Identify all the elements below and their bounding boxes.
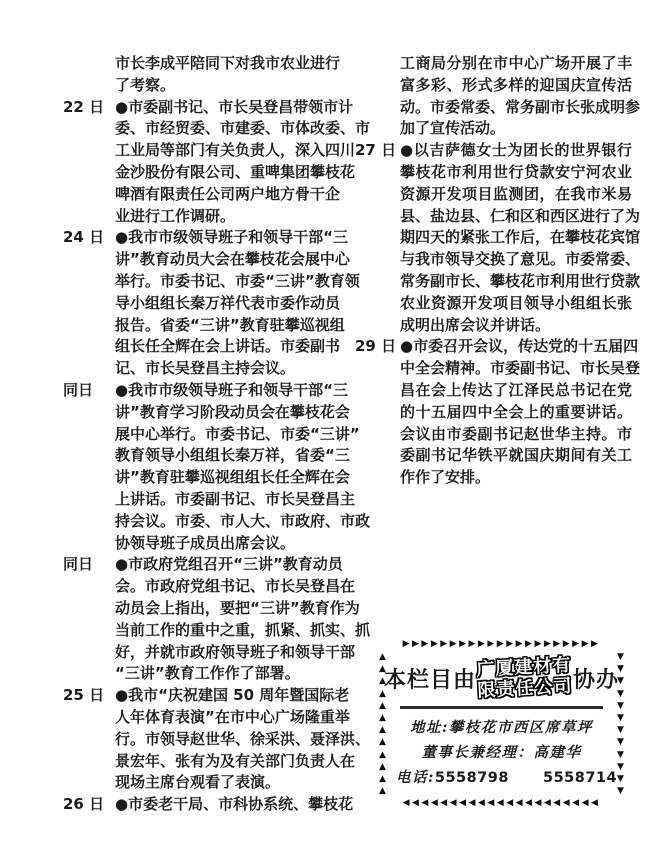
entry-text <box>115 685 371 794</box>
arrow-border-bottom-icon: ◀◀◀◀◀◀◀◀◀◀◀◀◀◀◀◀◀◀◀◀◀ <box>402 798 601 808</box>
text-line: 行。市领导赵世华、徐采洪、聂泽洪、 <box>115 729 371 748</box>
text-line: 记、市长吴登昌主持会议。 <box>115 359 296 378</box>
text-line: 委副书记华铁平就国庆期间有关工 <box>400 446 632 465</box>
text-line: 人年体育表演”在市中心广场隆重举 <box>115 707 350 726</box>
entry-date-label: 29 日 <box>355 337 397 356</box>
text-line: 持会议。市委、市人大、市政府、市政 <box>115 511 371 530</box>
text-line: 期四天的紧张工作后，在攀枝花宾馆 <box>400 228 641 247</box>
entry-date-label: 同日 <box>63 380 94 399</box>
text-line: 协领导班子成员出席会议。 <box>115 533 296 552</box>
ad-header <box>383 654 620 702</box>
ad-suffix-text: 协办 <box>573 667 620 693</box>
chronicle-entry <box>355 53 641 140</box>
text-line: 农业资源开发项目领导小组组长张 <box>400 293 632 312</box>
text-line: 工商局分别在市中心广场开展了丰 <box>400 54 632 72</box>
entry-text <box>115 227 360 380</box>
text-line: 讲”教育动员大会在攀枝花会展中心 <box>115 250 350 269</box>
chronicle-entry <box>63 554 371 685</box>
text-line: 好，并就市政府领导班子和领导干部 <box>115 642 356 661</box>
text-line: 市长李成平陪同下对我市农业进行 <box>115 54 341 72</box>
entry-text <box>115 380 371 554</box>
right-column <box>355 53 641 489</box>
ad-director: 董事长兼经理：高建华 <box>421 744 582 761</box>
entry-text <box>400 53 641 140</box>
text-line: 讲”教育驻攀巡视组组长任全辉在会 <box>115 468 350 487</box>
text-line: 委、市经贸委、市建委、市体改委、市 <box>115 119 371 138</box>
chronicle-entry <box>355 336 641 489</box>
text-line: ●市委副书记、市长吴登昌带领市计 <box>115 97 354 116</box>
text-line: “三讲”教育工作作了部署。 <box>115 664 300 683</box>
text-line: 动员会上指出，要把“三讲”教育作为 <box>115 598 360 617</box>
text-line: ●市政府党组召开“三讲”教育动员 <box>115 555 343 574</box>
entry-date-label: 22 日 <box>63 97 105 116</box>
arrow-border-left-icon: ▲▲▲▲▲▲▲▲▲▲▲▲ <box>379 652 386 797</box>
text-line: 攀枝花市利用世行贷款安宁河农业 <box>400 162 632 181</box>
text-line: 作作了安排。 <box>400 468 491 487</box>
entry-date-label: 同日 <box>63 555 94 574</box>
ad-company-line1: 广厦建材有 <box>475 654 572 681</box>
entry-text <box>115 794 354 816</box>
text-line: 的十五届四中全会上的重要讲话。 <box>400 402 632 421</box>
text-line: 会。市政府党组书记、市长吴登昌在 <box>115 577 356 596</box>
entry-text <box>115 554 371 685</box>
text-line: 县、盐边县、仁和区和西区进行了为 <box>400 206 641 225</box>
arrow-border-right-icon: ▼▼▼▼▼▼▼▼▼▼▼▼ <box>617 652 624 797</box>
text-line: ●我市市级领导班子和领导干部“三 <box>115 380 348 399</box>
text-line: 举行。市委书记、市委“三讲”教育领 <box>115 271 360 290</box>
text-line: 动。市委常委、常务副市长张成明参 <box>400 97 641 116</box>
text-line: 昌在会上传达了江泽民总书记在党 <box>400 380 632 399</box>
left-column <box>63 53 371 816</box>
chronicle-entry <box>63 380 371 554</box>
text-line: ●市委老干局、市科协系统、攀枝花 <box>115 795 354 814</box>
text-line: 资源开发项目监测团，在我市米易 <box>400 184 632 203</box>
ad-phone-label: 电话: <box>396 769 435 786</box>
ad-address: 地址:攀枝花市西区席草坪 <box>410 719 593 736</box>
entry-text <box>115 97 371 228</box>
text-line: 景宏年、张有为及有关部门负责人在 <box>115 751 356 770</box>
text-line: 成明出席会议并讲话。 <box>400 315 551 334</box>
text-line: 富多彩、形式多样的迎国庆宣传活 <box>400 75 632 94</box>
text-line: ●市委召开会议，传达党的十五届四 <box>400 337 639 356</box>
entry-date-label: 27 日 <box>355 141 397 160</box>
ad-company-name <box>476 655 573 702</box>
text-line: 会议由市委副书记赵世华主持。市 <box>400 424 632 443</box>
entry-date-label: 24 日 <box>63 228 105 247</box>
chronicle-entry <box>63 97 371 228</box>
text-line: ●以吉萨德女士为团长的世界银行 <box>400 141 632 160</box>
arrow-border-top-icon: ▶▶▶▶▶▶▶▶▶▶▶▶▶▶▶▶▶▶▶▶▶ <box>402 639 601 649</box>
text-line: 当前工作的重中之重，抓紧、抓实、抓 <box>115 620 371 639</box>
chronicle-entry <box>63 53 340 97</box>
sponsor-ad-box <box>378 641 625 807</box>
ad-prefix-text: 本栏目由 <box>383 667 476 693</box>
text-line: 展中心举行。市委书记、市委“三讲” <box>115 424 360 443</box>
ad-phone-number-2: 5558714 <box>542 770 618 786</box>
entry-text <box>115 53 340 97</box>
text-line: 业进行工作调研。 <box>115 206 236 225</box>
text-line: ●我市市级领导班子和领导干部“三 <box>115 228 348 247</box>
text-line: 现场主席台观看了表演。 <box>115 773 281 792</box>
text-line: 教育领导小组组长秦万祥，省委“三 <box>115 446 350 465</box>
text-line: 啤酒有限责任公司两户地方骨干企 <box>115 184 341 203</box>
entry-date-label: 26 日 <box>63 795 105 814</box>
ad-company-line2: 限责任公司 <box>477 675 574 702</box>
text-line: 金沙股份有限公司、重啤集团攀枝花 <box>115 162 356 181</box>
text-line: 上讲话。市委副书记、市长吴登昌主 <box>115 489 356 508</box>
text-line: 了考察。 <box>115 75 176 94</box>
text-line: 报告。省委“三讲”教育驻攀巡视组 <box>115 315 345 334</box>
text-line: 工业局等部门有关负责人，深入四川 <box>115 141 356 160</box>
ad-content <box>383 651 620 795</box>
text-line: 导小组组长秦万祥代表市委作动员 <box>115 293 341 312</box>
chronicle-entry <box>355 140 641 336</box>
entry-text <box>400 140 641 336</box>
text-line: 与我市领导交换了意见。市委常委、 <box>400 250 641 269</box>
ad-phone-number-1: 5558798 <box>434 770 509 786</box>
text-line: 中全会精神。市委副书记、市长吴登 <box>400 359 641 378</box>
entry-date-label: 25 日 <box>63 686 105 705</box>
chronicle-entry <box>63 794 354 816</box>
ad-divider <box>400 706 603 709</box>
entry-text <box>400 336 641 489</box>
chronicle-entry <box>63 227 360 380</box>
ad-phone <box>396 765 618 791</box>
text-line: 常务副市长、攀枝花市利用世行贷款 <box>400 271 641 290</box>
text-line: ●我市“庆祝建国 50 周年暨国际老 <box>115 686 350 705</box>
text-line: 组长任全辉在会上讲话。市委副书 <box>115 337 341 356</box>
chronicle-entry <box>63 685 371 794</box>
text-line: 加了宣传活动。 <box>400 119 506 138</box>
text-line: 讲”教育学习阶段动员会在攀枝花会 <box>115 402 350 421</box>
